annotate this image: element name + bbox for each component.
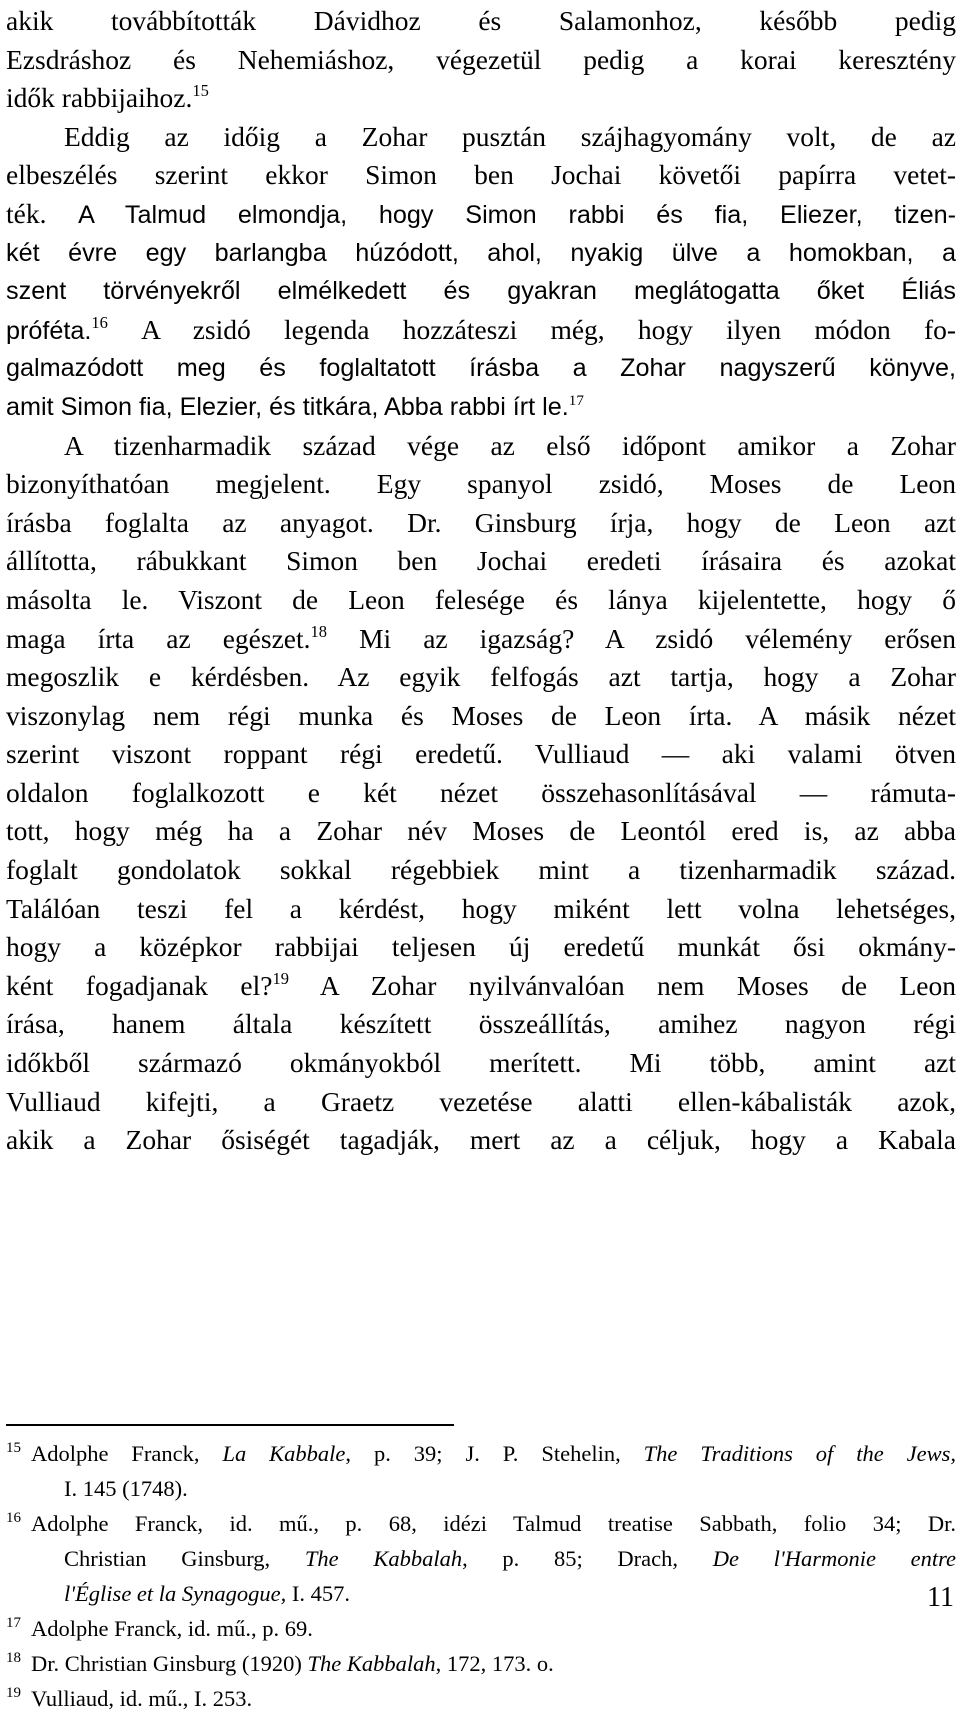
footnote-text: , p. 85; Drach, xyxy=(462,1546,678,1571)
footnote-15-cont: I. 145 (1748). xyxy=(64,1476,188,1501)
text-line: hogy a középkor rabbijai teljesen új eredetű munkát ősi okmány- xyxy=(6,931,956,963)
footnote-18 xyxy=(6,1646,956,1681)
text-segment: maga írta az egészet. xyxy=(6,622,311,654)
footnote-ref-16[interactable]: 16 xyxy=(91,313,108,333)
footnote-separator xyxy=(6,1424,454,1426)
text-segment: A zsidó legenda hozzáteszi még, hogy ilyen módon fo- xyxy=(141,313,957,345)
text-line: Találóan teszi fel a kérdést, hogy miként lett volna lehetséges, xyxy=(6,892,956,924)
footnote-title: La Kabbale xyxy=(222,1441,346,1466)
text-segment: amit Simon fia, Elezier, és titkára, Abba rabbi írt le. xyxy=(6,392,569,421)
text-line: két évre egy barlangba húzódott, ahol, nyakig ülve a homokban, a xyxy=(6,238,956,267)
footnote-ref-17[interactable]: 17 xyxy=(568,393,584,410)
footnote-17 xyxy=(6,1611,956,1646)
text-line: írásba foglalta az anyagot. Dr. Ginsburg írja, hogy de Leon azt xyxy=(6,506,956,538)
footnote-16-cont xyxy=(6,1541,956,1576)
text-line: állította, rábukkant Simon ben Jochai eredeti írásaira és azokat xyxy=(6,545,956,577)
footnote-number: 19 xyxy=(6,1685,21,1701)
text-segment: ték. xyxy=(6,197,47,229)
text-line: szerint viszont roppant régi eredetű. Vulliaud — aki valami ötven xyxy=(6,738,956,770)
text-line: Eddig az időig a Zohar pusztán szájhagyomány volt, de az xyxy=(64,120,956,152)
footnote-text: Vulliaud, id. mű., I. 253. xyxy=(31,1686,253,1711)
text-segment: ként fogadjanak el? xyxy=(6,969,273,1001)
footnote-text: , p. 39; J. P. Stehelin, xyxy=(345,1441,621,1466)
text-line: megoszlik e kérdésben. Az egyik felfogás azt tartja, hogy a Zohar xyxy=(6,661,956,693)
text-segment: A Zohar nyilvánvalóan nem Moses de Leon xyxy=(319,969,956,1001)
text-line: írása, hanem általa készített összeállítás, amihez nagyon régi xyxy=(6,1008,956,1040)
footnote-title: The Kabbalah xyxy=(304,1546,463,1571)
text-segment: Mi az igazság? A zsidó vélemény erősen xyxy=(359,622,956,654)
page-number: 11 xyxy=(927,1582,954,1613)
text-line xyxy=(6,388,956,427)
text-line: bizonyíthatóan megjelent. Egy spanyol zsidó, Moses de Leon xyxy=(6,468,956,500)
footnote-text: Christian Ginsburg, xyxy=(64,1546,271,1571)
text-line: galmazódott meg és foglaltatott írásba a Zohar nagyszerű könyve, xyxy=(6,354,956,383)
text-line: szent törvényekről elmélkedett és gyakran meglátogatta őket Éliás xyxy=(6,277,956,306)
footnote-text: Adolphe Franck, xyxy=(31,1441,200,1466)
footnote-title: l'Église et la Synagogue, xyxy=(64,1581,287,1606)
footnote-text: Dr. Christian Ginsburg (1920) xyxy=(31,1651,302,1676)
footnote-text: Adolphe Franck, id. mű., p. 68, idézi Talmud treatise Sabbath, folio 34; Dr. xyxy=(31,1511,956,1536)
text-segment: próféta. xyxy=(6,316,92,345)
text-line xyxy=(6,311,956,350)
footnotes xyxy=(6,1436,956,1716)
footnote-title: The Kabbalah xyxy=(307,1651,436,1676)
footnote-19 xyxy=(6,1681,956,1716)
text-line xyxy=(6,620,956,659)
footnote-number: 18 xyxy=(6,1650,21,1666)
footnote-ref-19[interactable]: 19 xyxy=(272,969,289,989)
text-line: oldalon foglalkozott e két nézet összehasonlításával — rámuta- xyxy=(6,776,956,808)
text-line: tott, hogy még ha a Zohar név Moses de Leontól ered is, az abba xyxy=(6,815,956,847)
footnote-ref-18[interactable]: 18 xyxy=(310,621,328,641)
footnote-number: 17 xyxy=(6,1615,21,1631)
footnote-title: The Traditions of the Jews, xyxy=(643,1441,957,1466)
footnote-ref-15[interactable]: 15 xyxy=(192,81,209,101)
text-line: akik a Zohar ősiségét tagadják, mert az a céljuk, hogy a Kabala xyxy=(6,1124,956,1156)
text-segment: idők rabbijaihoz. xyxy=(6,82,193,114)
footnote-text: , 172, 173. o. xyxy=(435,1651,554,1676)
footnote-15 xyxy=(6,1436,956,1471)
footnote-text: I. 457. xyxy=(291,1581,351,1606)
text-line xyxy=(6,79,956,118)
text-line: akik továbbították Dávidhoz és Salamonhoz, később pedig xyxy=(6,5,956,36)
text-line: Vulliaud kifejti, a Graetz vezetése alatti ellen-kábalisták azok, xyxy=(6,1085,956,1117)
text-line: elbeszélés szerint ekkor Simon ben Jochai követői papírra vetet- xyxy=(6,159,956,191)
text-line: viszonylag nem régi munka és Moses de Leon írta. A másik nézet xyxy=(6,699,956,731)
footnote-16-cont xyxy=(6,1576,956,1611)
text-line: időkből származó okmányokból merített. Mi több, amint azt xyxy=(6,1047,956,1079)
footnote-16 xyxy=(6,1506,956,1541)
text-line: másolta le. Viszont de Leon felesége és lánya kijelentette, hogy ő xyxy=(6,583,956,615)
text-line: A tizenharmadik század vége az első időpont amikor a Zohar xyxy=(64,429,956,461)
text-line xyxy=(6,967,956,1006)
footnote-number: 15 xyxy=(6,1440,21,1456)
text-line xyxy=(6,195,956,234)
body-text xyxy=(6,2,956,1160)
text-line: Ezsdráshoz és Nehemiáshoz, végezetül pedig a korai keresztény xyxy=(6,43,956,75)
footnote-text: Adolphe Franck, id. mű., p. 69. xyxy=(31,1616,313,1641)
footnote-title: De l'Harmonie entre xyxy=(712,1546,957,1571)
footnote-number: 16 xyxy=(6,1510,21,1526)
text-segment: A Talmud elmondja, hogy Simon rabbi és fia, Eliezer, tizen- xyxy=(78,200,957,229)
text-line: foglalt gondolatok sokkal régebbiek mint a tizenharmadik század. xyxy=(6,854,956,886)
